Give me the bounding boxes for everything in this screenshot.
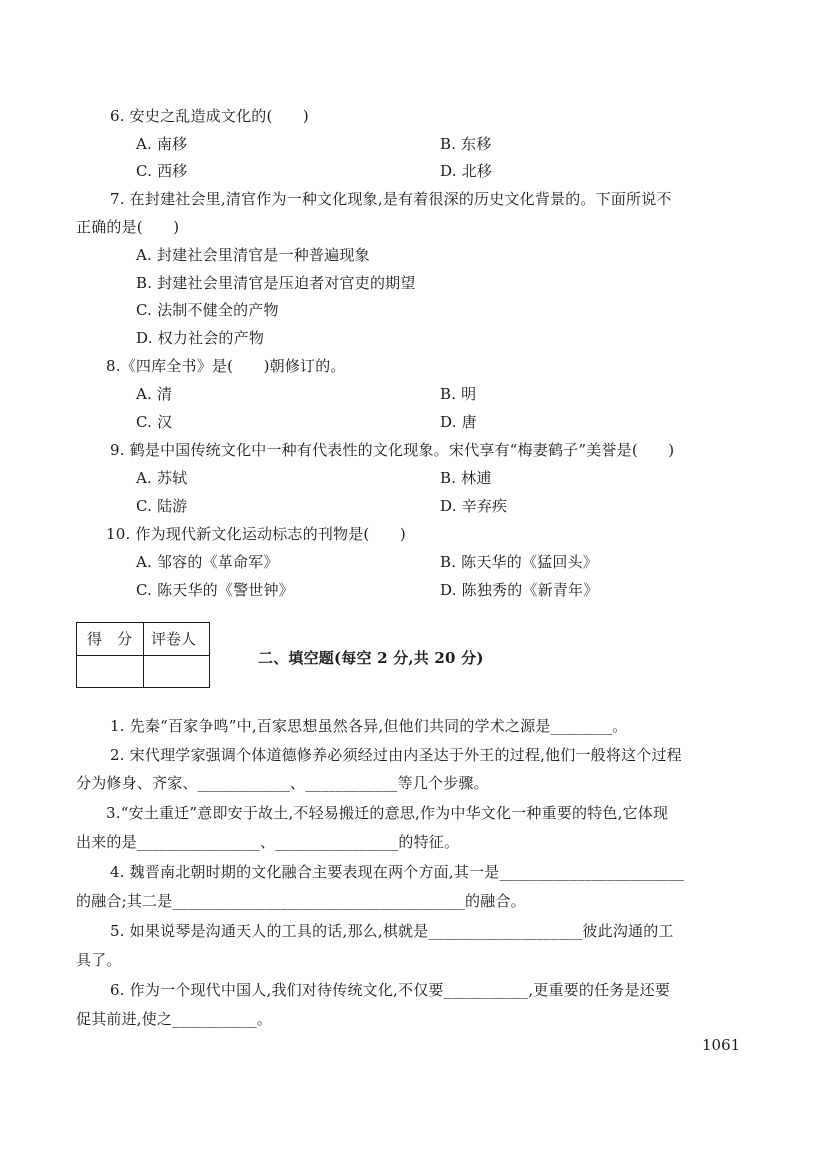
q7-option-d: D. 权力社会的产物 bbox=[136, 329, 265, 347]
fill-q5-line1: 5. 如果说琴是沟通天人的工具的话,那么,棋就是____________________彼此沟通的工 bbox=[110, 922, 674, 940]
q6-option-a: A. 南移 bbox=[136, 135, 188, 153]
q9-stem: 9. 鹤是中国传统文化中一种有代表性的文化现象。宋代享有“梅妻鹤子”美誉是( ) bbox=[110, 441, 675, 459]
q6-option-b: B. 东移 bbox=[440, 135, 492, 153]
score-label: 得 分 bbox=[87, 630, 133, 648]
fill-q4-line1: 4. 魏晋南北朝时期的文化融合主要表现在两个方面,其一是________________________ bbox=[110, 863, 685, 881]
q7-stem-line1: 7. 在封建社会里,清官作为一种文化现象,是有着很深的历史文化背景的。下面所说不 bbox=[110, 190, 672, 208]
q8-option-d: D. 唐 bbox=[440, 413, 477, 431]
q7-stem-line2: 正确的是( ) bbox=[76, 218, 180, 236]
q7-option-b: B. 封建社会里清官是压迫者对官吏的期望 bbox=[136, 274, 416, 292]
fill-q2-line2: 分为修身、齐家、____________、____________等几个步骤。 bbox=[76, 774, 489, 792]
fill-q5-line2: 具了。 bbox=[76, 951, 122, 969]
q8-option-c: C. 汉 bbox=[136, 413, 173, 431]
q8-option-b: B. 明 bbox=[440, 385, 477, 403]
fill-q1: 1. 先秦“百家争鸣”中,百家思想虽然各异,但他们共同的学术之源是________。 bbox=[110, 717, 628, 735]
fill-q6-line2: 促其前进,使之___________。 bbox=[76, 1010, 273, 1028]
q8-stem: 8.《四库全书》是( )朝修订的。 bbox=[106, 357, 346, 375]
fill-q4-line2: 的融合;其二是______________________________________的融合。 bbox=[76, 892, 526, 910]
fill-q3-line1: 3.“安土重迁”意即安于故土,不轻易搬迁的意思,作为中华文化一种重要的特色,它体现 bbox=[106, 804, 669, 822]
q6-option-d: D. 北移 bbox=[440, 162, 493, 180]
score-box bbox=[76, 622, 210, 688]
q10-stem: 10. 作为现代新文化运动标志的刊物是( ) bbox=[106, 525, 406, 543]
page-number: 1061 bbox=[702, 1036, 741, 1054]
q9-option-a: A. 苏轼 bbox=[136, 469, 188, 487]
q9-option-c: C. 陆游 bbox=[136, 497, 188, 515]
q9-option-d: D. 辛弃疾 bbox=[440, 497, 508, 515]
score-box-column-divider bbox=[143, 623, 144, 687]
q10-option-d: D. 陈独秀的《新青年》 bbox=[440, 581, 599, 599]
q10-option-c: C. 陈天华的《警世钟》 bbox=[136, 581, 294, 599]
grader-label: 评卷人 bbox=[151, 630, 197, 648]
q6-option-c: C. 西移 bbox=[136, 162, 188, 180]
fill-q2-line1: 2. 宋代理学家强调个体道德修养必须经过由内圣达于外王的过程,他们一般将这个过程 bbox=[110, 746, 682, 764]
q8-option-a: A. 清 bbox=[136, 385, 173, 403]
section-2-title: 二、填空题(每空 2 分,共 20 分) bbox=[258, 649, 484, 667]
q7-option-c: C. 法制不健全的产物 bbox=[136, 301, 279, 319]
fill-q3-line2: 出来的是________________、________________的特征。 bbox=[76, 833, 460, 851]
q10-option-a: A. 邹容的《革命军》 bbox=[136, 553, 279, 571]
q10-option-b: B. 陈天华的《猛回头》 bbox=[440, 553, 598, 571]
q7-option-a: A. 封建社会里清官是一种普遍现象 bbox=[136, 246, 370, 264]
q9-option-b: B. 林逋 bbox=[440, 469, 492, 487]
fill-q6-line1: 6. 作为一个现代中国人,我们对待传统文化,不仅要___________,更重要的任务是还要 bbox=[110, 981, 671, 999]
q6-stem: 6. 安史之乱造成文化的( ) bbox=[110, 107, 309, 125]
